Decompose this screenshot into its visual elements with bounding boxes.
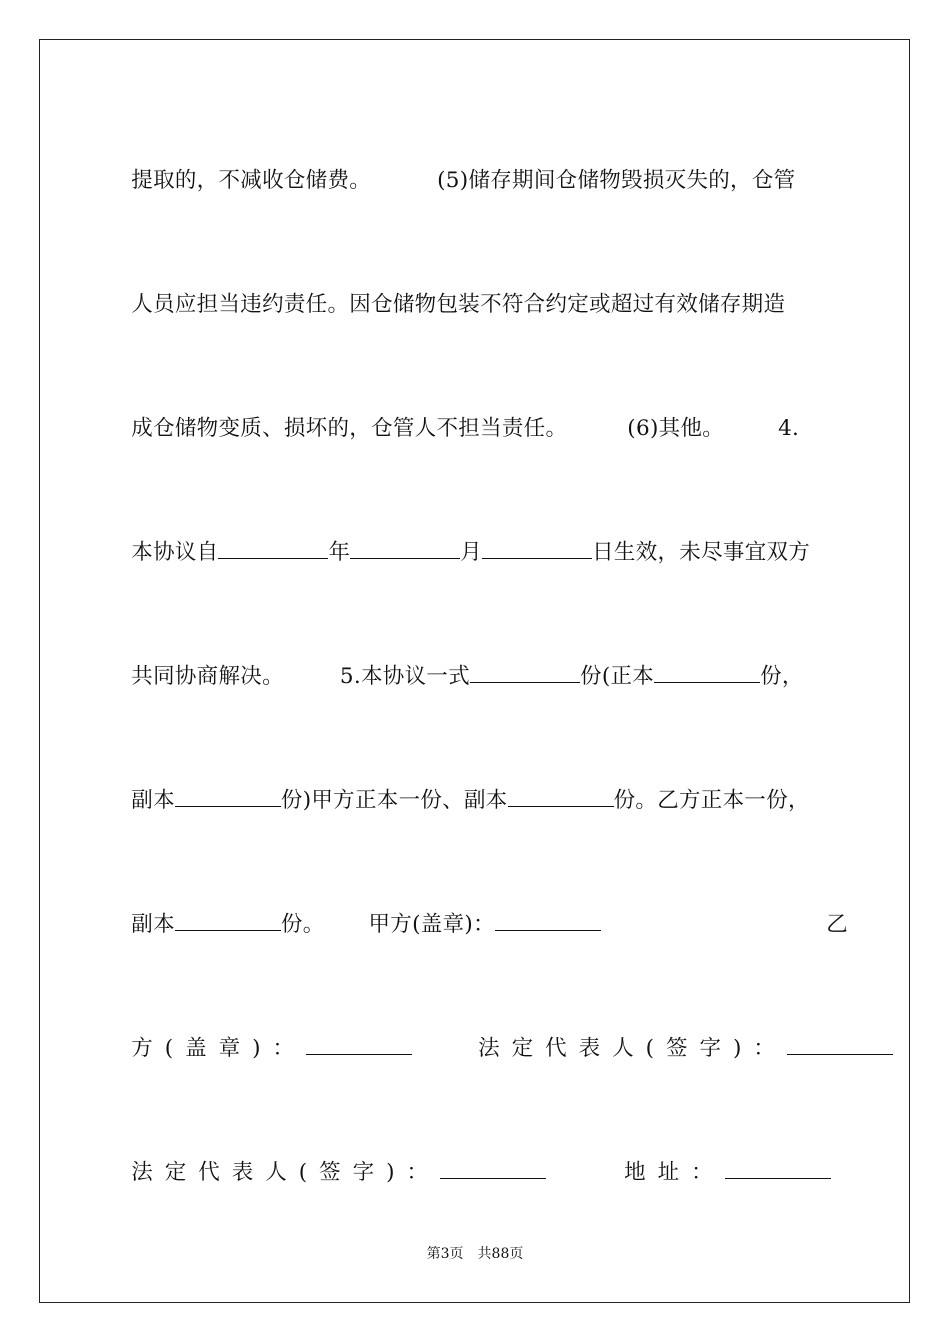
- blank-field: [175, 912, 281, 931]
- text-segment: 份。: [280, 912, 325, 937]
- text-segment: 份)甲方正本一份、副本: [280, 788, 508, 813]
- blank-field: [306, 1036, 412, 1055]
- text-line-4: [117, 508, 832, 568]
- blank-field: [470, 664, 580, 683]
- blank-field: [787, 1036, 893, 1055]
- blank-field: [218, 540, 328, 559]
- text-segment: 份(正本: [580, 664, 655, 689]
- text-segment: 方(盖章)：: [131, 1036, 307, 1061]
- text-line-5: [117, 632, 832, 692]
- total-pages: 共88页: [477, 1246, 524, 1262]
- blank-field: [350, 540, 460, 559]
- text-segment: 本协议自: [131, 540, 219, 565]
- text-segment: 日生效，未尽事宜双方: [592, 540, 811, 565]
- text-segment: 法定代表人(签字)：: [131, 1160, 441, 1185]
- text-segment: 副本: [131, 912, 175, 937]
- text-line-8: [117, 1004, 832, 1064]
- text-segment: 甲方(盖章)：: [368, 912, 495, 937]
- text-segment: 5.本协议一式: [339, 664, 471, 689]
- blank-field: [725, 1160, 831, 1179]
- blank-field: [482, 540, 592, 559]
- text-segment: 份。乙方正本一份，: [613, 788, 810, 813]
- blank-field: [654, 664, 760, 683]
- text-segment: 法定代表人(签字)：: [478, 1036, 787, 1061]
- text-segment: 月: [460, 540, 483, 565]
- text-segment: (6)其他。: [627, 416, 725, 441]
- blank-field: [175, 788, 281, 807]
- text-segment: 副本: [131, 788, 175, 813]
- page-footer: [0, 1244, 950, 1264]
- text-segment: 乙: [826, 912, 849, 937]
- blank-field: [495, 912, 601, 931]
- text-line-6: [117, 756, 832, 816]
- page-number: 第3页: [426, 1246, 464, 1262]
- blank-field: [508, 788, 614, 807]
- text-segment: 份，: [760, 664, 804, 689]
- text-line-2: [117, 260, 832, 320]
- text-segment: 成仓储物变质、损坏的，仓管人不担当责任。: [131, 416, 568, 441]
- text-line-9: [117, 1128, 832, 1188]
- text-segment: (5)储存期间仓储物毁损灭失的，仓管: [437, 168, 796, 193]
- text-segment: 提取的，不减收仓储费。: [131, 168, 372, 193]
- blank-field: [440, 1160, 546, 1179]
- text-segment: 地址：: [624, 1160, 725, 1185]
- text-line-1: [117, 136, 832, 196]
- text-line-7: [117, 880, 832, 940]
- text-segment: 4.: [778, 416, 800, 441]
- text-segment: 年: [328, 540, 351, 565]
- text-segment: 共同协商解决。: [131, 664, 284, 689]
- text-line-7-end: [812, 880, 848, 940]
- text-segment: 人员应担当违约责任。因仓储物包装不符合约定或超过有效储存期造: [131, 292, 786, 317]
- text-line-3: [117, 384, 832, 444]
